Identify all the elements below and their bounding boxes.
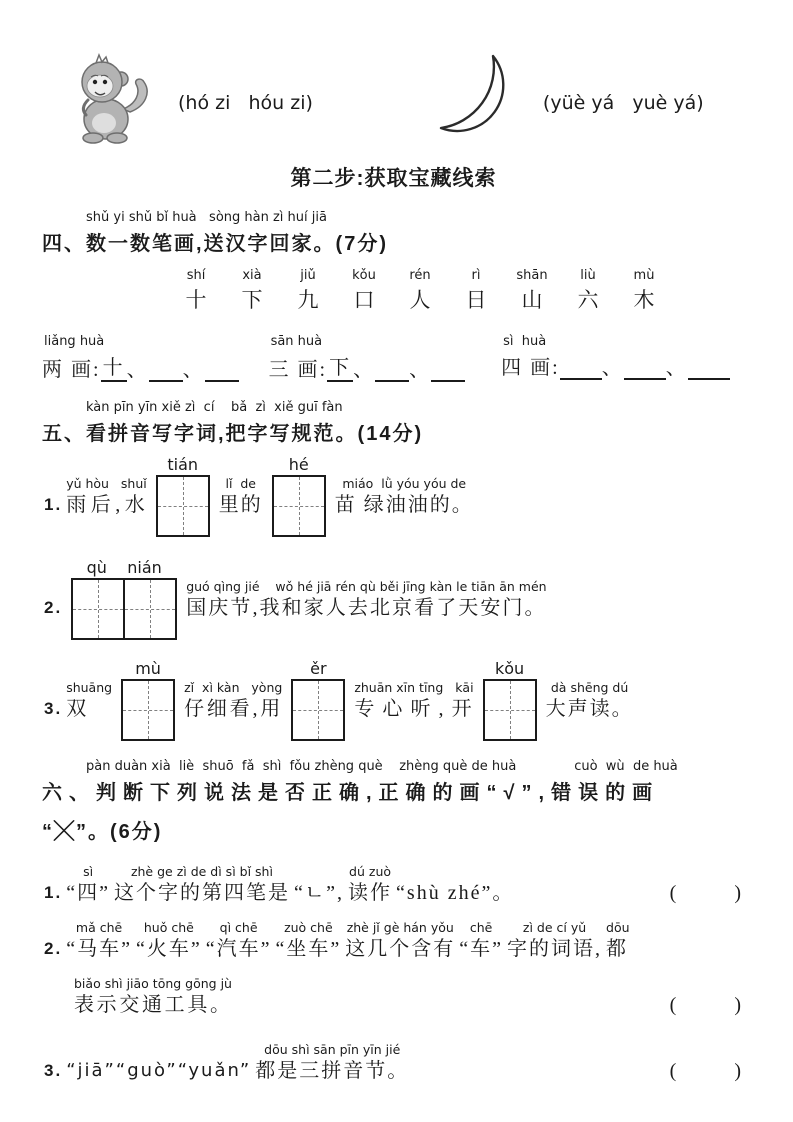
q6-item-3 xyxy=(42,1042,745,1084)
group-four-strokes xyxy=(501,334,730,382)
pinyin: mǎ chē xyxy=(75,920,123,935)
separator: 、 xyxy=(353,359,376,381)
pinyin-syllables: “jiā”“guò”“yuǎn” xyxy=(66,1060,252,1081)
char-kou xyxy=(336,268,392,314)
hanzi: 大声读。 xyxy=(545,697,634,720)
item-number-wrap xyxy=(44,680,62,722)
pinyin: chē xyxy=(469,920,493,935)
pinyin: sì xyxy=(83,864,94,879)
pinyin: ěr xyxy=(310,659,327,678)
answer-blank xyxy=(375,356,409,382)
pinyin: shān xyxy=(516,268,548,283)
q4-title: 四、数一数笔画,送汉字回家。(7分) xyxy=(42,233,388,255)
separator: 、 xyxy=(409,359,432,381)
item-number-wrap xyxy=(44,476,62,518)
pinyin: sì huà xyxy=(503,334,547,349)
hanzi: “汽车” xyxy=(205,938,272,960)
char-shi xyxy=(168,268,224,314)
text-run xyxy=(219,476,263,518)
answer-blank xyxy=(624,354,666,380)
monkey-pinyin-choice: (hó zi hóu zi) xyxy=(178,92,313,114)
tianzige-box xyxy=(291,679,345,741)
q5-title: 五、看拼音写字词,把字写规范。(14分) xyxy=(42,423,424,445)
picture-question-row xyxy=(58,52,745,154)
item-number: 2. xyxy=(44,597,63,617)
group-label: 三 画: xyxy=(268,359,328,381)
hanzi: 六 xyxy=(577,288,599,312)
item-number-wrap xyxy=(44,579,62,621)
writing-box-tian xyxy=(156,456,210,537)
stroke-glyph: “ㄴ”, xyxy=(293,882,345,904)
text-run xyxy=(354,680,473,722)
answer-blank xyxy=(560,354,602,380)
pinyin: zhuān xīn tīng kāi xyxy=(354,679,474,695)
text-run xyxy=(66,476,147,518)
q6-title-line1: 六、判断下列说法是否正确,正确的画“√”,错误的画 xyxy=(42,782,660,804)
group-three-strokes xyxy=(269,334,466,382)
crescent-moon-icon xyxy=(431,50,517,157)
example-answer: 十 xyxy=(101,351,127,382)
pinyin: xià xyxy=(242,268,262,283)
hanzi: “坐车” xyxy=(275,938,342,960)
q6-title-line2: “╳”。(6分) xyxy=(42,821,163,843)
pinyin: dú zuò xyxy=(349,864,392,879)
char-liu xyxy=(560,268,616,314)
moon-pinyin-choice: (yüè yá yuè yá) xyxy=(542,92,704,114)
separator: 、 xyxy=(126,359,149,381)
hanzi: 雨后,水 xyxy=(66,493,147,516)
hanzi: 山 xyxy=(521,288,543,312)
item-number: 3. xyxy=(44,698,63,718)
q4-title-pinyin: shǔ yi shǔ bǐ huà sòng hàn zì huí jiā xyxy=(86,210,327,225)
writing-box-qunian xyxy=(71,559,177,640)
answer-blank xyxy=(205,356,239,382)
answer-blank xyxy=(688,354,730,380)
char-shan xyxy=(504,268,560,314)
pinyin: kǒu xyxy=(494,659,525,678)
item-number: 1. xyxy=(44,883,63,902)
hanzi: 都 xyxy=(606,938,629,960)
pinyin: dōu xyxy=(606,920,630,935)
pinyin: zuò chē xyxy=(284,920,333,935)
text-run xyxy=(335,476,474,518)
writing-box-kou xyxy=(483,660,537,741)
writing-box-mu xyxy=(121,660,175,741)
item-number: 1. xyxy=(44,494,63,514)
pinyin: sān huà xyxy=(270,334,323,349)
pinyin: zǐ xì kàn yòng xyxy=(184,679,283,695)
item-number-wrap xyxy=(44,864,62,906)
pinyin: lǐ de xyxy=(225,475,256,491)
hanzi: “四” xyxy=(66,882,110,904)
q6-item-2-line1 xyxy=(42,920,745,962)
pinyin: tián xyxy=(167,455,199,474)
hanzi: 这几个含有 xyxy=(345,938,456,960)
hanzi: 专心听,开 xyxy=(354,697,474,720)
char-xia xyxy=(224,268,280,314)
hanzi: “火车” xyxy=(135,938,202,960)
tianzige-box xyxy=(121,679,175,741)
hanzi: 字的词语, xyxy=(507,938,603,960)
answer-bracket: ( ) xyxy=(669,882,745,904)
pinyin: dōu shì sān pīn yīn jié xyxy=(264,1042,401,1057)
statement xyxy=(64,920,631,962)
group-two-strokes xyxy=(42,334,239,382)
q5-item-1 xyxy=(42,456,745,537)
pinyin: huǒ chē xyxy=(143,920,194,935)
hanzi: “马车” xyxy=(66,938,132,960)
hanzi: 苗 绿油油的。 xyxy=(334,493,474,516)
pinyin: rì xyxy=(471,268,481,283)
pinyin: liǎng huà xyxy=(44,334,105,349)
tianzige-double-box xyxy=(71,578,177,640)
hanzi: 双 xyxy=(66,697,89,720)
tianzige-box xyxy=(156,475,210,537)
hanzi: 九 xyxy=(297,288,319,312)
pinyin: zhè ge zì de dì sì bǐ shì xyxy=(130,864,273,879)
hanzi: 表示交通工具。 xyxy=(74,994,232,1016)
monkey-icon xyxy=(58,52,156,155)
statement xyxy=(72,976,234,1018)
pinyin: kǒu xyxy=(352,268,376,283)
text-run xyxy=(66,680,112,722)
pinyin: yǔ hòu shuǐ xyxy=(66,475,147,491)
pinyin: miáo lǜ yóu yóu de xyxy=(342,475,467,491)
tianzige-box xyxy=(483,679,537,741)
answer-bracket: ( ) xyxy=(669,994,745,1016)
pinyin: jiǔ xyxy=(300,268,316,283)
pinyin: hé xyxy=(288,455,309,474)
item-number-wrap xyxy=(44,1042,62,1084)
hanzi: 里的 xyxy=(218,493,263,516)
pinyin: zì de cí yǔ xyxy=(522,920,587,935)
item-number: 2. xyxy=(44,939,63,958)
text-run xyxy=(546,680,634,722)
char-mu xyxy=(616,268,672,314)
separator: 、 xyxy=(665,357,688,379)
separator: 、 xyxy=(182,359,205,381)
item-number: 3. xyxy=(44,1061,63,1080)
step-banner: 第二步:获取宝藏线索 xyxy=(290,167,497,190)
statement xyxy=(64,1042,411,1084)
q6-item-1 xyxy=(42,864,745,906)
hanzi: 国庆节,我和家人去北京看了天安门。 xyxy=(186,596,547,619)
answer-blank xyxy=(431,356,465,382)
hanzi: 十 xyxy=(185,288,207,312)
q6-item-2-line2 xyxy=(72,976,745,1018)
hanzi: 下 xyxy=(241,288,263,312)
pinyin: shuāng xyxy=(66,679,113,695)
statement xyxy=(64,864,516,906)
hanzi: “shù zhé”。 xyxy=(396,882,515,904)
q5-title-pinyin: kàn pīn yīn xiě zì cí bǎ zì xiě guī fàn xyxy=(86,400,343,415)
pinyin: qì chē xyxy=(219,920,258,935)
answer-blank xyxy=(149,356,183,382)
pinyin: qù nián xyxy=(86,558,162,577)
separator: 、 xyxy=(601,357,624,379)
hanzi: 这个字的第四笔是 xyxy=(113,882,290,904)
answer-bracket: ( ) xyxy=(669,1060,745,1082)
char-ren xyxy=(392,268,448,314)
item-number-wrap xyxy=(44,920,62,962)
hanzi: 木 xyxy=(633,288,655,312)
char-ri xyxy=(448,268,504,314)
char-jiu xyxy=(280,268,336,314)
pinyin: dà shēng dú xyxy=(550,679,629,695)
pinyin: liù xyxy=(580,268,596,283)
group-label: 四 画: xyxy=(501,357,560,379)
pinyin: mù xyxy=(633,268,655,283)
q6-title-pinyin: pàn duàn xià liè shuō fǎ shì fǒu zhèng què zhèng què de huà cuò wù de huà xyxy=(86,759,678,774)
writing-box-er xyxy=(291,660,345,741)
pinyin: mù xyxy=(135,659,161,678)
hanzi: 日 xyxy=(465,288,487,312)
writing-box-he xyxy=(272,456,326,537)
hanzi: 仔细看,用 xyxy=(184,697,283,720)
q4-character-bank xyxy=(168,268,745,314)
pinyin: biǎo shì jiāo tōng gōng jù xyxy=(74,976,232,991)
example-answer: 下 xyxy=(327,351,353,382)
text-run xyxy=(186,579,546,621)
hanzi: 读作 xyxy=(348,882,393,904)
hanzi: 口 xyxy=(353,288,375,312)
pinyin: guó qìng jié wǒ hé jiā rén qù běi jīng kàn le tiān ān mén xyxy=(186,578,547,594)
pinyin: shí xyxy=(186,268,206,283)
pinyin: zhè jǐ gè hán yǒu xyxy=(346,920,454,935)
pinyin: rén xyxy=(409,268,431,283)
q5-item-3 xyxy=(42,660,745,741)
tianzige-box xyxy=(272,475,326,537)
group-label: 两 画: xyxy=(42,359,101,381)
q4-answer-groups xyxy=(42,334,745,382)
hanzi: “车” xyxy=(459,938,504,960)
q5-item-2 xyxy=(42,559,745,640)
text-run xyxy=(184,680,282,722)
hanzi: 人 xyxy=(409,288,431,312)
hanzi: 都是三拼音节。 xyxy=(255,1060,410,1082)
